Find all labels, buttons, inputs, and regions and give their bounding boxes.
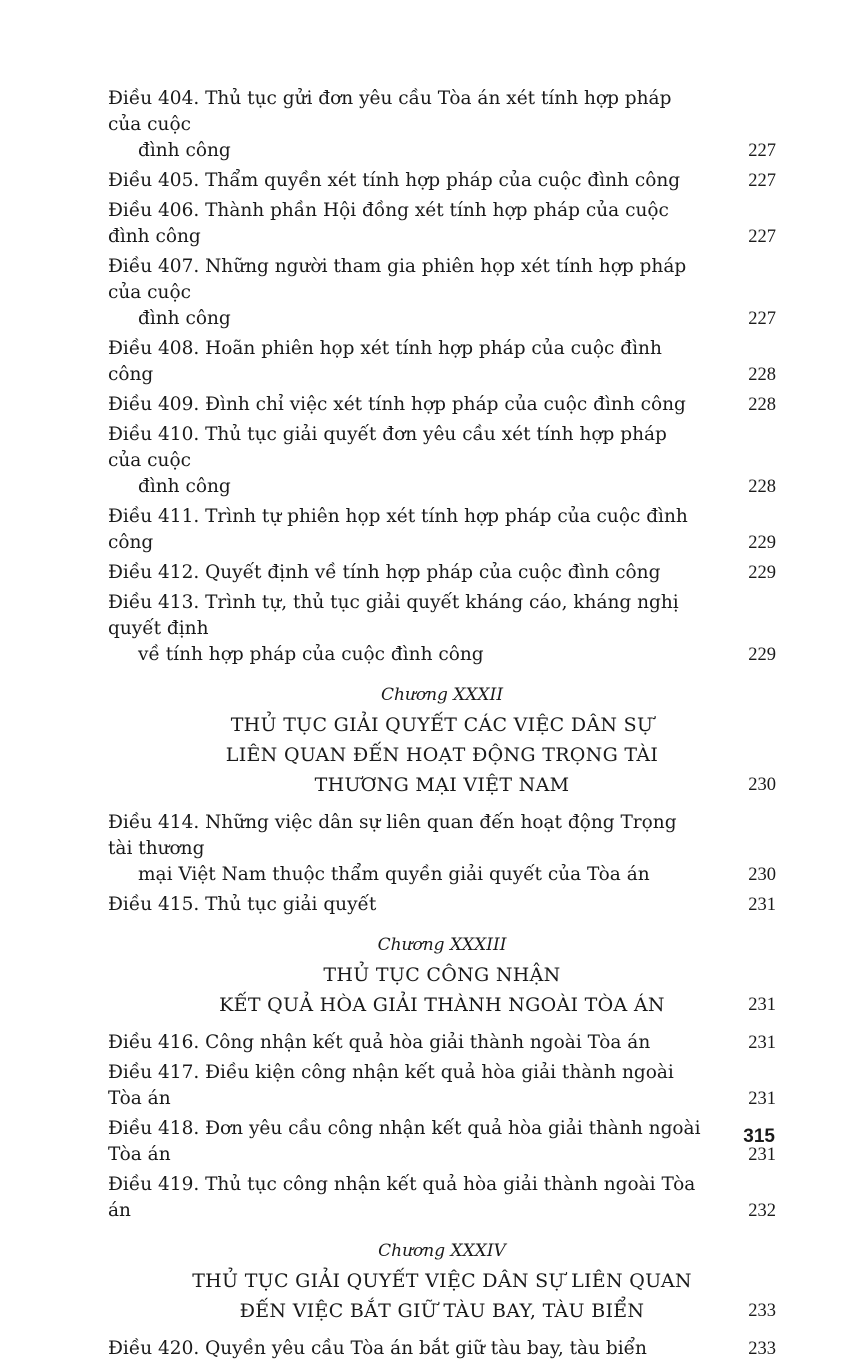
- entry-title-continued: về tính hợp pháp của cuộc đình công: [138, 644, 484, 665]
- entry-title-continued: đình công: [138, 140, 231, 161]
- entry-title-continued: đình công: [138, 476, 231, 497]
- toc-entry: [108, 560, 776, 586]
- entry-page-number: 231: [748, 1145, 776, 1165]
- chapter-title-line: THỦ TỤC CÔNG NHẬN: [323, 964, 561, 986]
- entry-title: Điều 419. Thủ tục công nhận kết quả hòa giải thành ngoài Tòa án: [108, 1174, 696, 1221]
- entry-title: Điều 406. Thành phần Hội đồng xét tính hợp pháp của cuộc đình công: [108, 200, 669, 247]
- entry-page-number: 231: [748, 1089, 776, 1109]
- entry-page-number: 228: [748, 365, 776, 385]
- entry-page-number: 233: [748, 1339, 776, 1359]
- toc-entry: [108, 1336, 776, 1362]
- entry-page-number: 230: [748, 865, 776, 885]
- chapter-label: Chương XXXIV: [378, 1241, 506, 1261]
- chapter-title-line: THỦ TỤC GIẢI QUYẾT VIỆC DÂN SỰ LIÊN QUAN: [192, 1270, 692, 1292]
- entry-title: Điều 418. Đơn yêu cầu công nhận kết quả hòa giải thành ngoài Tòa án: [108, 1118, 701, 1165]
- toc-entry: [108, 336, 776, 388]
- chapter-label: Chương XXXII: [380, 685, 504, 705]
- entry-group: [108, 810, 776, 918]
- chapter-title-line: KẾT QUẢ HÒA GIẢI THÀNH NGOÀI TÒA ÁN: [219, 994, 665, 1016]
- table-of-contents: [108, 86, 776, 1366]
- entry-page-number: 227: [748, 227, 776, 247]
- toc-entry: [108, 504, 776, 556]
- toc-entry: [108, 1030, 776, 1056]
- entry-title: Điều 407. Những người tham gia phiên họp xét tính hợp pháp của cuộc: [108, 256, 687, 303]
- chapter-title-line: ĐẾN VIỆC BẮT GIỮ TÀU BAY, TÀU BIỂN: [239, 1300, 645, 1322]
- chapter-title-line: THƯƠNG MẠI VIỆT NAM: [314, 774, 570, 796]
- toc-entry: [108, 1060, 776, 1112]
- entry-title: Điều 404. Thủ tục gửi đơn yêu cầu Tòa án xét tính hợp pháp của cuộc: [108, 88, 672, 135]
- entry-page-number: 228: [748, 477, 776, 497]
- entry-title: Điều 409. Đình chỉ việc xét tính hợp pháp của cuộc đình công: [108, 394, 686, 415]
- chapter-title: [108, 1266, 776, 1326]
- toc-entry: [108, 892, 776, 918]
- entry-page-number: 231: [748, 895, 776, 915]
- entry-title: Điều 416. Công nhận kết quả hòa giải thành ngoài Tòa án: [108, 1032, 651, 1053]
- chapter-page-number: 231: [748, 995, 776, 1015]
- page-number: 315: [743, 1126, 775, 1147]
- entry-page-number: 227: [748, 171, 776, 191]
- toc-entry: [108, 1116, 776, 1168]
- chapter-title: [108, 960, 776, 1020]
- entry-page-number: 227: [748, 141, 776, 161]
- toc-entry: [108, 422, 776, 500]
- entry-title: Điều 420. Quyền yêu cầu Tòa án bắt giữ tàu bay, tàu biển: [108, 1338, 647, 1359]
- entry-title: Điều 414. Những việc dân sự liên quan đến hoạt động Trọng tài thương: [108, 812, 677, 859]
- entry-page-number: 229: [748, 563, 776, 583]
- entry-title: Điều 412. Quyết định về tính hợp pháp của cuộc đình công: [108, 562, 661, 583]
- entry-title: Điều 411. Trình tự phiên họp xét tính hợp pháp của cuộc đình công: [108, 506, 688, 553]
- entry-title: Điều 415. Thủ tục giải quyết: [108, 894, 377, 915]
- chapter-heading: [108, 682, 776, 800]
- entry-group: [108, 86, 776, 668]
- chapter-title-line: LIÊN QUAN ĐẾN HOẠT ĐỘNG TRỌNG TÀI: [225, 744, 659, 766]
- entry-page-number: 229: [748, 533, 776, 553]
- entry-title: Điều 413. Trình tự, thủ tục giải quyết kháng cáo, kháng nghị quyết định: [108, 592, 679, 639]
- chapter-heading: [108, 1238, 776, 1326]
- entry-page-number: 227: [748, 309, 776, 329]
- entry-page-number: 229: [748, 645, 776, 665]
- entry-group: [108, 1030, 776, 1224]
- toc-entry: [108, 1172, 776, 1224]
- entry-page-number: 228: [748, 395, 776, 415]
- toc-entry: [108, 168, 776, 194]
- chapter-page-number: 233: [748, 1301, 776, 1321]
- entry-page-number: 232: [748, 1201, 776, 1221]
- toc-entry: [108, 590, 776, 668]
- toc-entry: [108, 392, 776, 418]
- toc-entry: [108, 198, 776, 250]
- chapter-title-line: THỦ TỤC GIẢI QUYẾT CÁC VIỆC DÂN SỰ: [230, 714, 654, 736]
- chapter-heading: [108, 932, 776, 1020]
- entry-title: Điều 408. Hoãn phiên họp xét tính hợp pháp của cuộc đình công: [108, 338, 662, 385]
- chapter-page-number: 230: [748, 775, 776, 795]
- entry-title: Điều 410. Thủ tục giải quyết đơn yêu cầu xét tính hợp pháp của cuộc: [108, 424, 667, 471]
- toc-entry: [108, 86, 776, 164]
- chapter-label: Chương XXXIII: [377, 935, 507, 955]
- entry-title: Điều 405. Thẩm quyền xét tính hợp pháp của cuộc đình công: [108, 170, 681, 191]
- toc-entry: [108, 810, 776, 888]
- entry-group: [108, 1336, 776, 1362]
- entry-title-continued: mại Việt Nam thuộc thẩm quyền giải quyết của Tòa án: [138, 864, 650, 885]
- entry-title-continued: đình công: [138, 308, 231, 329]
- toc-entry: [108, 254, 776, 332]
- chapter-title: [108, 710, 776, 800]
- entry-page-number: 231: [748, 1033, 776, 1053]
- entry-title: Điều 417. Điều kiện công nhận kết quả hòa giải thành ngoài Tòa án: [108, 1062, 674, 1109]
